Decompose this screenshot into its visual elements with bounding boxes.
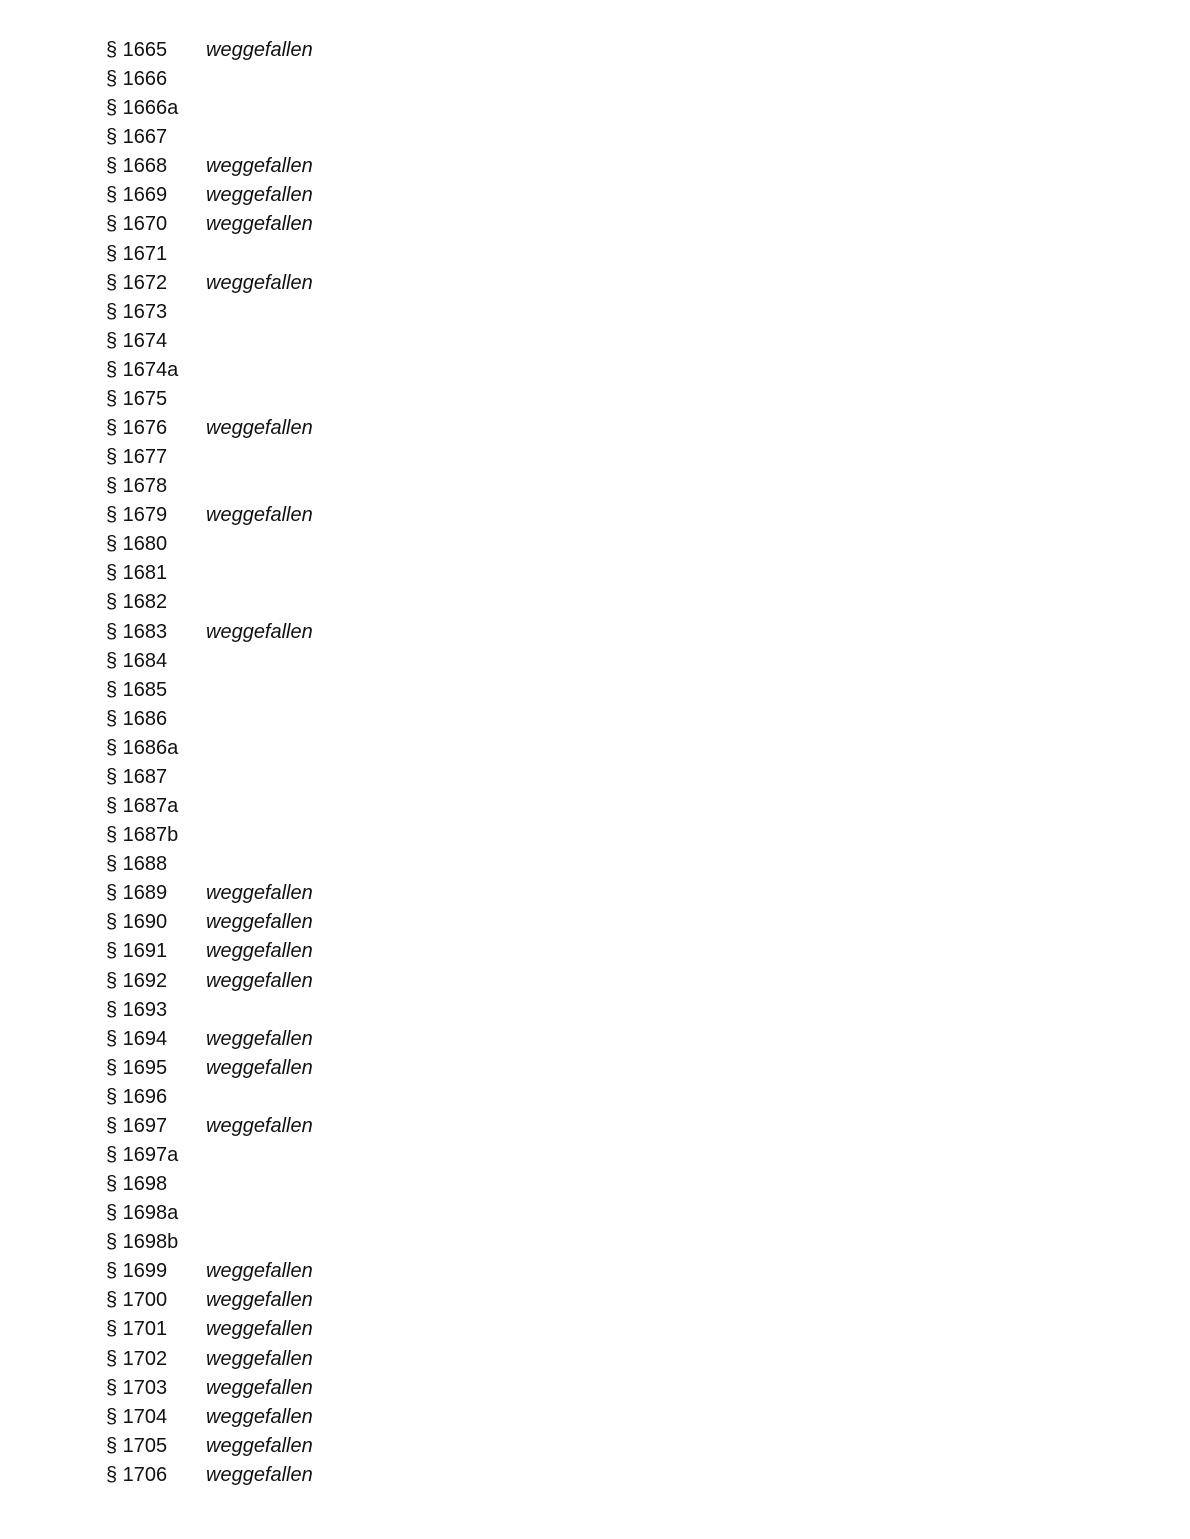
section-row xyxy=(106,1170,313,1199)
section-row xyxy=(106,763,313,792)
section-number: § 1684 xyxy=(106,649,168,672)
section-status: weggefallen xyxy=(206,271,313,294)
section-number: § 1699 xyxy=(106,1260,168,1283)
section-number: § 1667 xyxy=(106,126,168,149)
section-row xyxy=(106,327,313,356)
section-row xyxy=(106,1141,313,1170)
section-status: weggefallen xyxy=(206,620,313,643)
section-row xyxy=(106,356,313,385)
section-row xyxy=(106,705,313,734)
section-status: weggefallen xyxy=(206,1289,313,1312)
section-number: § 1669 xyxy=(106,184,168,207)
section-row xyxy=(106,210,313,239)
section-number: § 1704 xyxy=(106,1405,168,1428)
section-number: § 1700 xyxy=(106,1289,168,1312)
section-row xyxy=(106,501,313,530)
section-row xyxy=(106,530,313,559)
section-status: weggefallen xyxy=(206,1056,313,1079)
section-status: weggefallen xyxy=(206,504,313,527)
section-row xyxy=(106,240,313,269)
section-number: § 1689 xyxy=(106,882,168,905)
section-status: weggefallen xyxy=(206,417,313,440)
section-number: § 1668 xyxy=(106,155,168,178)
section-row xyxy=(106,36,313,65)
section-row xyxy=(106,588,313,617)
section-number: § 1692 xyxy=(106,969,168,992)
section-number: § 1687 xyxy=(106,765,168,788)
section-row xyxy=(106,792,313,821)
section-number: § 1694 xyxy=(106,1027,168,1050)
section-row xyxy=(106,1025,313,1054)
section-status: weggefallen xyxy=(206,184,313,207)
section-number: § 1670 xyxy=(106,213,168,236)
section-number: § 1698a xyxy=(106,1202,179,1225)
section-number: § 1687b xyxy=(106,824,179,847)
section-row xyxy=(106,1374,313,1403)
section-row xyxy=(106,1461,313,1490)
section-row xyxy=(106,298,313,327)
section-row xyxy=(106,559,313,588)
section-status: weggefallen xyxy=(206,1114,313,1137)
section-number: § 1703 xyxy=(106,1376,168,1399)
section-number: § 1706 xyxy=(106,1463,168,1486)
section-number: § 1686a xyxy=(106,736,179,759)
section-number: § 1705 xyxy=(106,1434,168,1457)
section-number: § 1673 xyxy=(106,300,168,323)
section-number: § 1691 xyxy=(106,940,168,963)
section-row xyxy=(106,65,313,94)
section-number: § 1666 xyxy=(106,68,168,91)
section-list xyxy=(106,36,313,1490)
section-number: § 1697 xyxy=(106,1114,168,1137)
section-row xyxy=(106,618,313,647)
section-status: weggefallen xyxy=(206,1434,313,1457)
section-row xyxy=(106,908,313,937)
section-number: § 1671 xyxy=(106,242,168,265)
section-number: § 1676 xyxy=(106,417,168,440)
section-row xyxy=(106,1083,313,1112)
section-status: weggefallen xyxy=(206,1376,313,1399)
section-number: § 1698b xyxy=(106,1231,179,1254)
section-row xyxy=(106,385,313,414)
section-row xyxy=(106,1228,313,1257)
section-number: § 1701 xyxy=(106,1318,168,1341)
section-row xyxy=(106,181,313,210)
section-row xyxy=(106,734,313,763)
section-row xyxy=(106,1345,313,1374)
section-row xyxy=(106,647,313,676)
section-status: weggefallen xyxy=(206,940,313,963)
section-number: § 1687a xyxy=(106,795,179,818)
section-number: § 1698 xyxy=(106,1173,168,1196)
section-status: weggefallen xyxy=(206,969,313,992)
section-row xyxy=(106,269,313,298)
section-number: § 1695 xyxy=(106,1056,168,1079)
section-row xyxy=(106,676,313,705)
section-status: weggefallen xyxy=(206,1260,313,1283)
section-row xyxy=(106,1315,313,1344)
section-row xyxy=(106,123,313,152)
section-row xyxy=(106,414,313,443)
section-row xyxy=(106,1112,313,1141)
section-row xyxy=(106,472,313,501)
section-status: weggefallen xyxy=(206,1027,313,1050)
section-row xyxy=(106,850,313,879)
section-number: § 1679 xyxy=(106,504,168,527)
section-number: § 1697a xyxy=(106,1143,179,1166)
section-row xyxy=(106,1257,313,1286)
section-number: § 1681 xyxy=(106,562,168,585)
section-number: § 1686 xyxy=(106,707,168,730)
section-number: § 1674 xyxy=(106,329,168,352)
section-number: § 1680 xyxy=(106,533,168,556)
section-status: weggefallen xyxy=(206,1347,313,1370)
section-row xyxy=(106,879,313,908)
section-number: § 1693 xyxy=(106,998,168,1021)
section-row xyxy=(106,1199,313,1228)
section-row xyxy=(106,1432,313,1461)
section-status: weggefallen xyxy=(206,1405,313,1428)
section-number: § 1677 xyxy=(106,446,168,469)
section-number: § 1675 xyxy=(106,387,168,410)
section-status: weggefallen xyxy=(206,213,313,236)
section-row xyxy=(106,996,313,1025)
section-number: § 1696 xyxy=(106,1085,168,1108)
section-status: weggefallen xyxy=(206,39,313,61)
section-row xyxy=(106,1054,313,1083)
section-number: § 1685 xyxy=(106,678,168,701)
section-status: weggefallen xyxy=(206,1318,313,1341)
section-row xyxy=(106,1403,313,1432)
section-number: § 1690 xyxy=(106,911,168,934)
section-status: weggefallen xyxy=(206,1463,313,1486)
section-row xyxy=(106,152,313,181)
section-row xyxy=(106,1286,313,1315)
section-status: weggefallen xyxy=(206,911,313,934)
section-number: § 1702 xyxy=(106,1347,168,1370)
section-row xyxy=(106,94,313,123)
section-number: § 1672 xyxy=(106,271,168,294)
section-row xyxy=(106,443,313,472)
section-number: § 1678 xyxy=(106,475,168,498)
section-number: § 1688 xyxy=(106,853,168,876)
section-number: § 1674a xyxy=(106,358,179,381)
section-number: § 1683 xyxy=(106,620,168,643)
section-status: weggefallen xyxy=(206,882,313,905)
section-number: § 1666a xyxy=(106,97,179,120)
section-row xyxy=(106,821,313,850)
section-row xyxy=(106,967,313,996)
section-number: § 1682 xyxy=(106,591,168,614)
section-number: § 1665 xyxy=(106,39,168,61)
section-row xyxy=(106,937,313,966)
section-status: weggefallen xyxy=(206,155,313,178)
